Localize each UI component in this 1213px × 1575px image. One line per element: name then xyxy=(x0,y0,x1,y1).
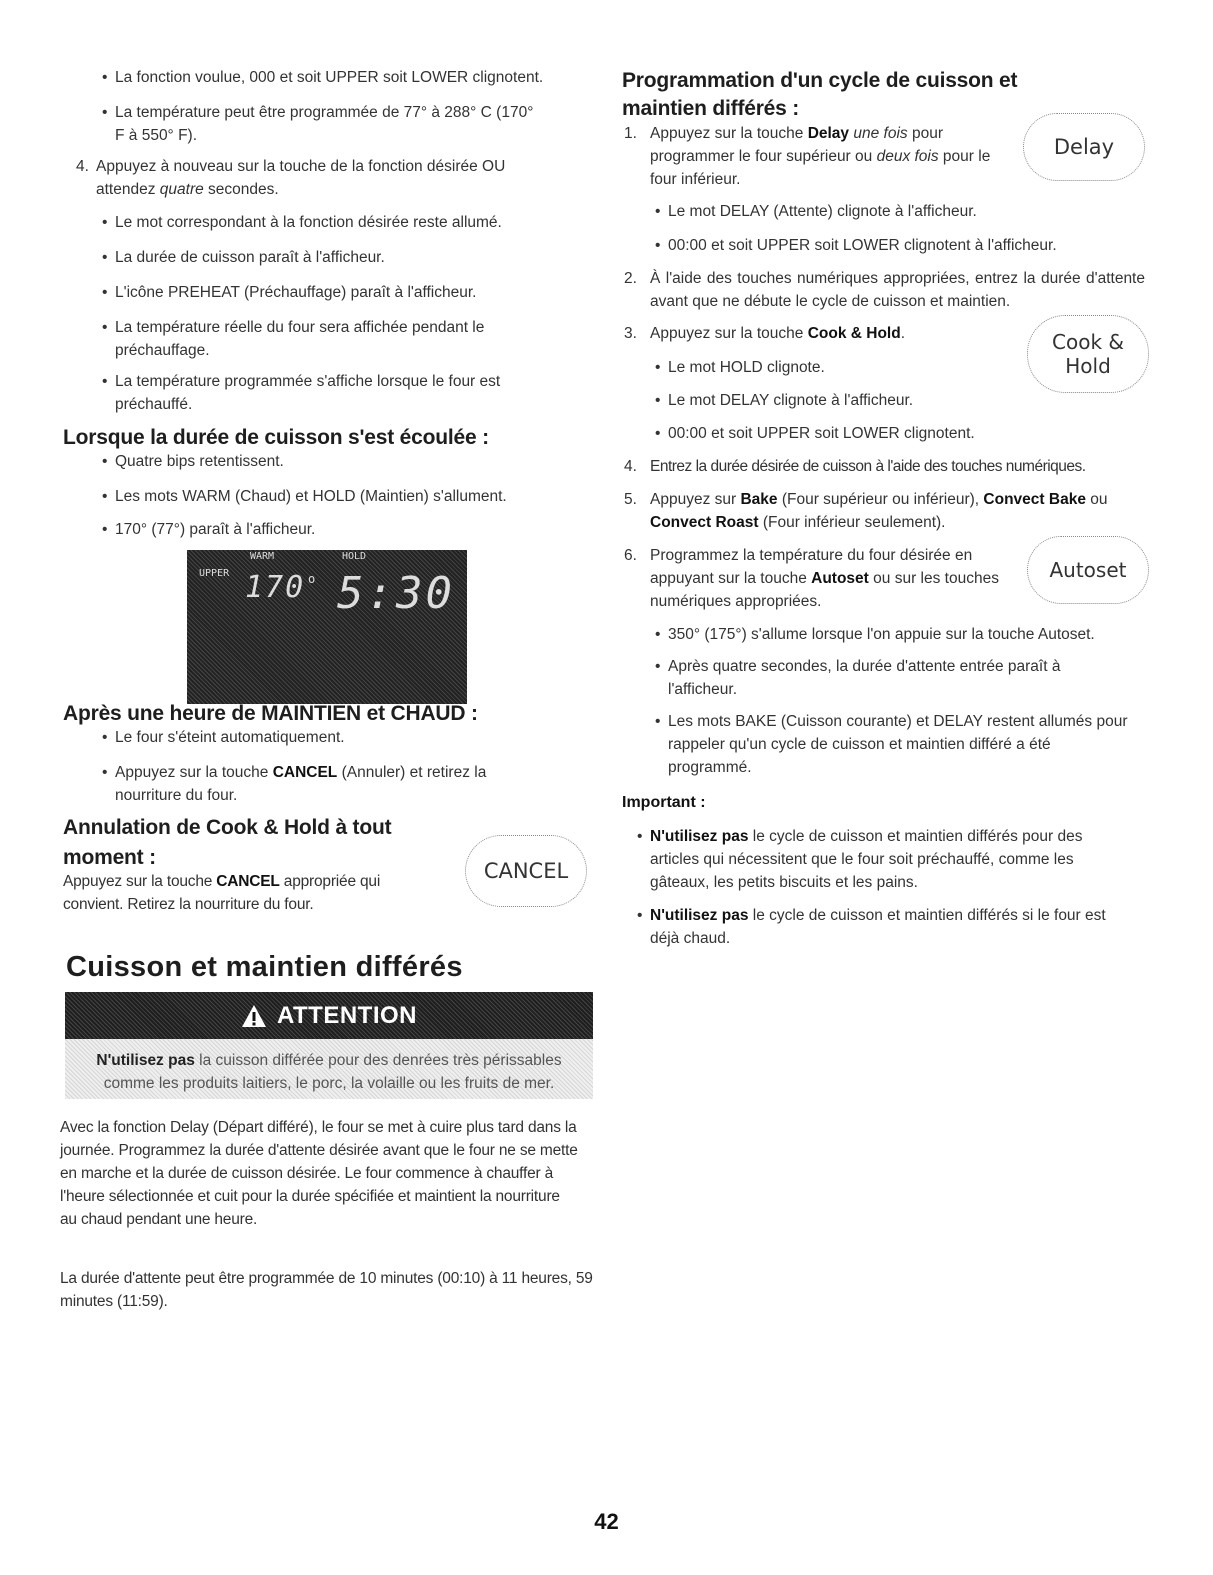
step-1: 1. Appuyez sur la touche Delay une fois pour programmer le four supérieur ou deux fois pour le four inférieur. xyxy=(624,125,991,188)
step-4: 4. Appuyez à nouveau sur la touche de la fonction désirée OU attendez quatre secondes. xyxy=(76,158,506,198)
bullet-350: • 350° (175°) s'allume lorsque l'on appuie sur la touche Autoset. xyxy=(668,623,1148,646)
autoset-keypad-button: Autoset xyxy=(1027,536,1149,604)
bullet-beeps: • Quatre bips retentissent. xyxy=(115,450,585,473)
bullet-0000-flash-2: • 00:00 et soit UPPER soit LOWER clignotent. xyxy=(668,422,1138,445)
bullet-after-four-seconds: • Après quatre secondes, la durée d'attente entrée paraît à l'afficheur. xyxy=(668,655,1118,701)
step-6: 6. Programmez la température du four désirée en appuyant sur la touche Autoset ou sur les touches numériques appropriées. xyxy=(624,547,999,610)
page-number: 42 xyxy=(594,1509,619,1534)
bullet-actual-temp: • La température réelle du four sera affichée pendant le préchauffage. xyxy=(115,316,545,362)
important-item-2: • N'utilisez pas le cycle de cuisson et maintien différés si le four est déjà chaud. xyxy=(650,904,1130,950)
bullet-preheat-icon: • L'icône PREHEAT (Préchauffage) paraît à l'afficheur. xyxy=(115,281,585,304)
attention-line2: comme les produits laitiers, le porc, la volaille ou les fruits de mer. xyxy=(103,1075,555,1092)
bullet-delay-flash-2: • Le mot DELAY clignote à l'afficheur. xyxy=(668,389,1008,412)
attention-line1: N'utilisez pas la cuisson différée pour des denrées très périssables xyxy=(96,1052,562,1069)
paragraph-delay-description: Avec la fonction Delay (Départ différé), le four se met à cuire plus tard dans la journée. Programmez la durée d'attente désirée avant que le four ne se mette en marche et la durée de cuisson désirée. Le four commence à chauffer à l'heure sélectionnée et cuit pour la durée spécifiée et maintient la nourriture au chaud pendant une heure. xyxy=(60,1119,578,1228)
step-2: 2. À l'aide des touches numériques appropriées, entrez la durée d'attente avant que ne débute le cycle de cuisson et maintien. xyxy=(624,270,1145,310)
bullet-programmed-temp: • La température programmée s'affiche lorsque le four est préchauffé. xyxy=(115,370,545,416)
heading-important: Important : xyxy=(622,794,706,811)
cancel-keypad-button: CANCEL xyxy=(465,835,587,907)
bullet-cook-time: • La durée de cuisson paraît à l'afficheur. xyxy=(115,246,585,269)
step-4-right: 4. Entrez la durée désirée de cuisson à l'aide des touches numériques. xyxy=(624,458,1086,475)
heading-annulation-line1: Annulation de Cook & Hold à tout xyxy=(63,816,392,839)
bullet-bake-delay-lit: • Les mots BAKE (Cuisson courante) et DELAY restent allumés pour rappeler qu'un cycle de cuisson et maintien différé a été programmé. xyxy=(668,710,1138,779)
heading-cuisson-differes: Cuisson et maintien différés xyxy=(66,951,463,983)
oven-display-image: WARM HOLD UPPER 170 o 5:30 xyxy=(187,550,467,704)
bullet-word-lit: • Le mot correspondant à la fonction désirée reste allumé. xyxy=(115,211,585,234)
bullet-temp-range: • La température peut être programmée de 77° à 288° C (170° F à 550° F). xyxy=(115,101,545,147)
bullet-warm-hold: • Les mots WARM (Chaud) et HOLD (Maintien) s'allument. xyxy=(115,485,585,508)
warning-triangle-icon xyxy=(241,1004,267,1028)
bullet-shuts-off: • Le four s'éteint automatiquement. xyxy=(115,726,585,749)
bullet-function-flash: • La fonction voulue, 000 et soit UPPER soit LOWER clignotent. xyxy=(115,66,585,89)
paragraph-delay-range: La durée d'attente peut être programmée de 10 minutes (00:10) à 11 heures, 59 minutes (11:59). xyxy=(60,1270,593,1310)
bullet-hold-flash: • Le mot HOLD clignote. xyxy=(668,356,1008,379)
bullet-delay-flash: • Le mot DELAY (Attente) clignote à l'afficheur. xyxy=(668,200,1138,223)
cook-hold-keypad-button: Cook & Hold xyxy=(1027,315,1149,393)
heading-programmation-line2: maintien différés : xyxy=(622,97,800,120)
heading-apres: Après une heure de MAINTIEN et CHAUD : xyxy=(63,702,478,725)
heading-lorsque: Lorsque la durée de cuisson s'est écoulée : xyxy=(63,426,489,449)
bullet-170: • 170° (77°) paraît à l'afficheur. xyxy=(115,518,585,541)
bullet-0000-flash: • 00:00 et soit UPPER soit LOWER clignotent à l'afficheur. xyxy=(668,234,1138,257)
step-3: 3. Appuyez sur la touche Cook & Hold. xyxy=(624,325,905,342)
annulation-text: Appuyez sur la touche CANCEL appropriée qui convient. Retirez la nourriture du four. xyxy=(63,873,381,913)
attention-box xyxy=(65,992,593,1099)
attention-header: ATTENTION xyxy=(65,992,593,1039)
bullet-press-cancel: • Appuyez sur la touche CANCEL (Annuler) et retirez la nourriture du four. xyxy=(115,761,535,807)
delay-keypad-button: Delay xyxy=(1023,113,1145,181)
heading-annulation-line2: moment : xyxy=(63,846,156,869)
heading-programmation-line1: Programmation d'un cycle de cuisson et xyxy=(622,69,1018,92)
important-item-1: • N'utilisez pas le cycle de cuisson et maintien différés pour des articles qui nécessitent que le four soit préchauffé, comme les gâteaux, les petits biscuits et les pains. xyxy=(650,825,1130,894)
step-5: 5. Appuyez sur Bake (Four supérieur ou inférieur), Convect Bake ou Convect Roast (Four inférieur seulement). xyxy=(624,491,1108,531)
